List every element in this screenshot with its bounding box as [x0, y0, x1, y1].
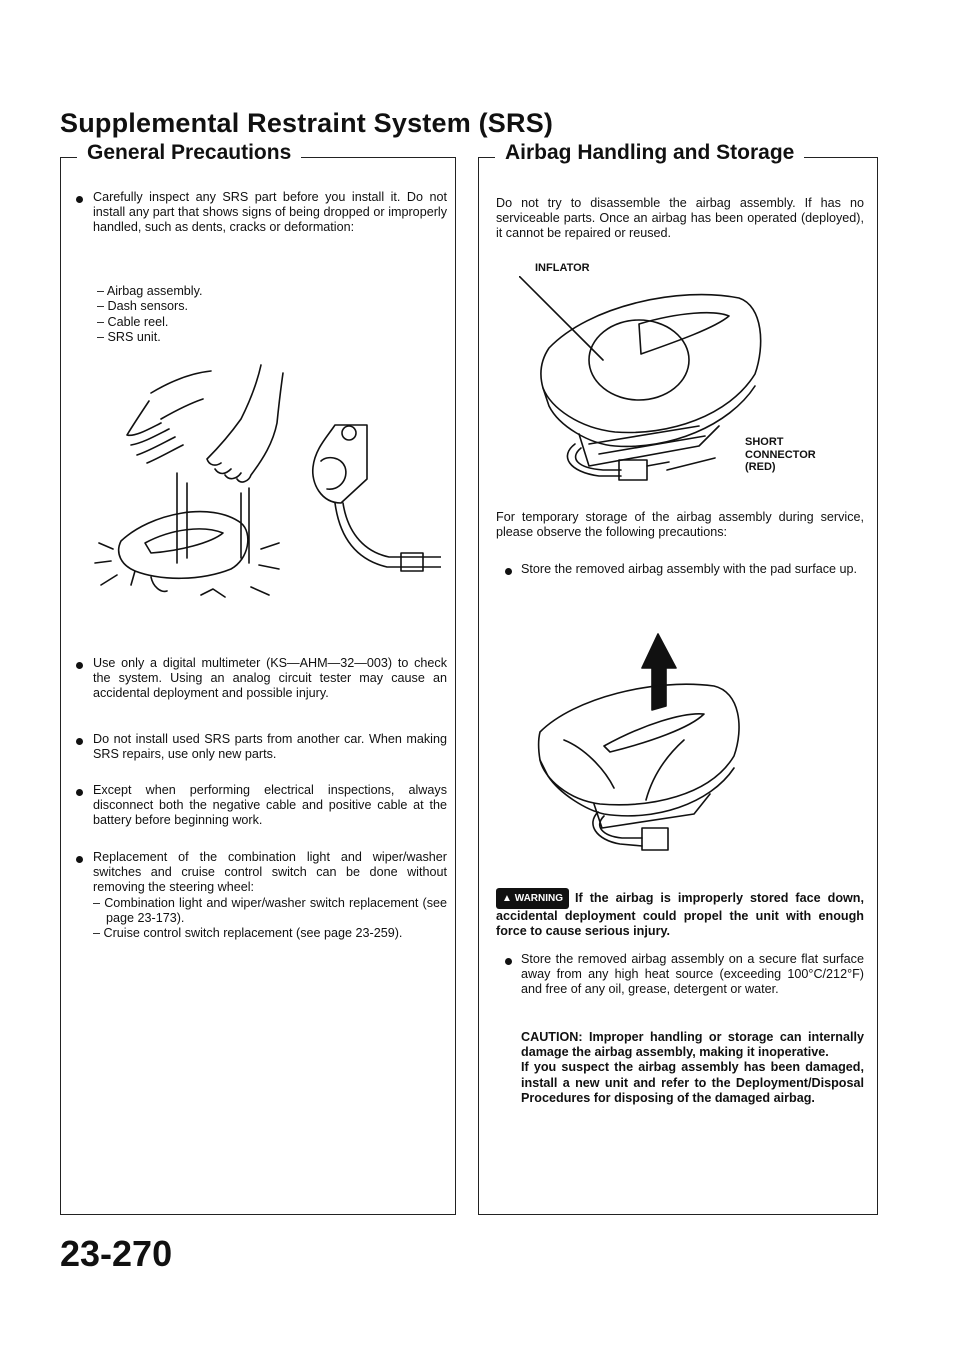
inflator-label: INFLATOR — [535, 262, 590, 274]
part-item: – SRS unit. — [97, 330, 202, 345]
switch-replacement-block — [93, 850, 447, 941]
bullet-icon — [76, 662, 83, 669]
disassemble-warning-text: Do not try to disassemble the airbag assembly. If has no serviceable parts. Once an airbag has been operated (deployed), it cannot be repaired or reused. — [496, 196, 864, 241]
airbag-handling-heading: Airbag Handling and Storage — [495, 141, 804, 165]
short-label: SHORT — [745, 436, 784, 448]
used-parts-text: Do not install used SRS parts from another car. When making SRS repairs, use only new parts. — [93, 732, 447, 762]
airbag-handling-panel — [478, 141, 878, 1215]
inspect-parts-text: Carefully inspect any SRS part before you install it. Do not install any part that shows signs of being dropped or improperly handled, such as dents, cracks or deformation: — [93, 190, 447, 235]
replacement-sublist — [93, 896, 447, 942]
page-title: Supplemental Restraint System (SRS) — [60, 108, 554, 138]
bullet-icon — [76, 856, 83, 863]
red-label: (RED) — [745, 461, 776, 473]
connector-label: CONNECTOR — [745, 448, 816, 461]
warning-badge-label: WARNING — [514, 893, 564, 904]
general-precautions-panel — [60, 141, 456, 1215]
disconnect-battery-text: Except when performing electrical inspections, always disconnect both the negative cable and positive cable at the battery before beginning work. — [93, 783, 447, 828]
part-item: – Dash sensors. — [97, 299, 202, 314]
part-item: – Cable reel. — [97, 315, 202, 330]
cruise-switch-item: – Cruise control switch replacement (see page 23-259). — [93, 926, 447, 941]
airbag-inflator-illustration — [519, 276, 779, 496]
page-number: 23-270 — [60, 1233, 173, 1274]
srs-parts-list — [97, 284, 202, 346]
multimeter-text: Use only a digital multimeter (KS—AHM—32—003) to check the system. Using an analog circuit tester may cause an accidental deployment and possible injury. — [93, 656, 447, 701]
combination-switch-item: – Combination light and wiper/washer switch replacement (see page 23-173). — [93, 896, 447, 926]
bullet-icon — [76, 738, 83, 745]
pad-surface-up-text: Store the removed airbag assembly with the pad surface up. — [521, 562, 858, 576]
bullet-icon — [505, 958, 512, 965]
part-item: – Airbag assembly. — [97, 284, 202, 299]
dropped-airbag-illustration — [91, 363, 441, 603]
short-connector-label — [745, 436, 816, 474]
caution-improper-handling: CAUTION: Improper handling or storage can internally damage the airbag assembly, making it inoperative. — [521, 1030, 864, 1060]
airbag-face-up-illustration — [534, 628, 774, 868]
warning-text: If the airbag is improperly stored face down, accidental deployment could propel the unit with enough force to cause serious injury. — [496, 891, 864, 939]
caution-damaged-airbag: If you suspect the airbag assembly has been damaged, install a new unit and refer to the Deployment/Disposal Procedures for disposing of the damaged airbag. — [521, 1060, 864, 1105]
caution-block — [521, 1030, 864, 1106]
storage-intro-text: For temporary storage of the airbag assembly during service, please observe the following precautions: — [496, 510, 864, 540]
bullet-icon — [505, 568, 512, 575]
warning-badge: ▲ WARNING — [496, 888, 569, 909]
bullet-icon — [76, 196, 83, 203]
bullet-icon — [76, 789, 83, 796]
warning-block — [496, 888, 864, 940]
switch-replacement-text: Replacement of the combination light and wiper/washer switches and cruise control switch can be done without removing the steering wheel: — [93, 850, 447, 895]
general-precautions-heading: General Precautions — [77, 141, 301, 165]
secure-surface-text: Store the removed airbag assembly on a secure flat surface away from any high heat source (exceeding 100°C/212°F) and free of any oil, grease, detergent or water. — [521, 952, 864, 997]
